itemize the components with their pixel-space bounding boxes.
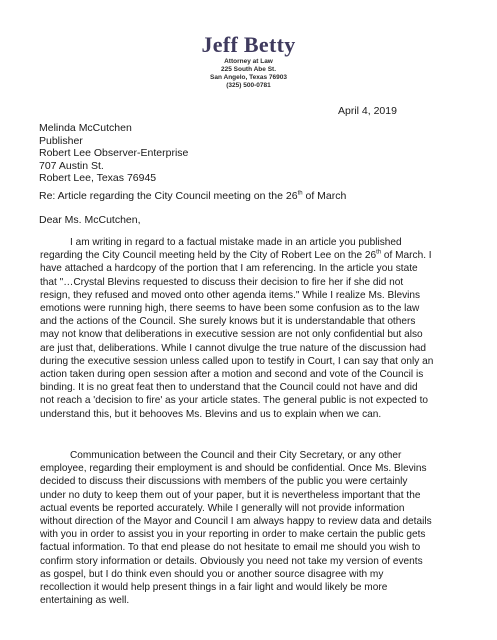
paragraph-line: employee, regarding their employment is and should be confidential. Once Ms. Blevins bbox=[40, 463, 427, 475]
paragraph-line: have attached a hardcopy of the portion that I am referencing. In the article you state bbox=[40, 263, 418, 275]
paragraph-line: actual events be reported accurately. While I generally will not provide information bbox=[40, 502, 405, 514]
paragraph-line: action taken during open session after a motion and second and vote of the Council is bbox=[40, 369, 424, 381]
paragraph-line: recollection it would help present things in a fair light and would likely be more bbox=[40, 582, 388, 594]
letterhead-city: San Angelo, Texas 76903 bbox=[210, 74, 287, 81]
paragraph-line: emotions were running high, there seems to have been some confusion as to the law bbox=[40, 303, 420, 315]
paragraph-line-sup: th bbox=[376, 249, 382, 256]
recipient-company: Robert Lee Observer-Enterprise bbox=[39, 147, 189, 159]
paragraph-line: as gospel, but I do think even should you or another source disagree with my bbox=[40, 568, 384, 580]
paragraph-line: decided to discuss their discussions with members of the public you were certainly bbox=[40, 476, 408, 488]
subject-sup: th bbox=[297, 190, 303, 197]
letter-date: April 4, 2019 bbox=[338, 105, 397, 117]
paragraph-line: I am writing in regard to a factual mistake made in an article you published bbox=[70, 237, 402, 248]
paragraph-line: are just that, deliberations. While I cannot divulge the true nature of the discussion had bbox=[40, 342, 427, 354]
recipient-city: Robert Lee, Texas 76945 bbox=[39, 172, 157, 184]
paragraph-2 bbox=[40, 449, 452, 607]
paragraph-line: under no duty to keep them out of your paper, but it is nevertheless important that the bbox=[40, 489, 421, 501]
paragraph-line: Communication between the Council and their City Secretary, or any other bbox=[70, 450, 402, 461]
paragraph-line: factual information. To that end please do not hesitate to email me should you wish to bbox=[40, 542, 421, 554]
letterhead-street: 225 South Abe St. bbox=[220, 66, 277, 73]
recipient-street: 707 Austin St. bbox=[39, 159, 104, 172]
paragraph-line: not reach a 'decision to fire' as your article states. The general public is not expected to bbox=[40, 395, 429, 407]
letterhead-name: Jeff Betty bbox=[201, 32, 296, 57]
paragraph-line-prefix: regarding the City Council meeting held by the City of Robert Lee on the 26 bbox=[40, 250, 377, 262]
paragraph-line-suffix: of March. I bbox=[381, 250, 432, 262]
paragraph-line: binding. It is no great feat then to understand that the Council could not have and did bbox=[40, 382, 418, 394]
paragraph-line: confirm story information or details. Obviously you need not take my version of events bbox=[40, 555, 423, 567]
paragraph-line: resign, they refused and moved onto other agenda items." While I realize Ms. Blevins bbox=[40, 289, 421, 301]
recipient-position: Publisher bbox=[39, 134, 83, 147]
subject-prefix: Re: Article regarding the City Council meeting on the 26 bbox=[39, 190, 298, 202]
paragraph-line: with you in order to assist you in your reporting in order to make certain the public gets bbox=[40, 529, 426, 541]
letterhead-title: Attorney at Law bbox=[224, 58, 273, 65]
letterhead-phone: (325) 500-0781 bbox=[226, 82, 271, 89]
paragraph-line bbox=[40, 249, 452, 262]
paragraph-line: during the executive session unless called upon to testify in Court, I can say that only an bbox=[40, 355, 434, 367]
paragraph-line: entertaining as well. bbox=[40, 595, 130, 607]
subject-line bbox=[39, 190, 346, 202]
salutation: Dear Ms. McCutchen, bbox=[39, 214, 141, 226]
recipient-name: Melinda McCutchen bbox=[39, 122, 132, 134]
recipient-block bbox=[39, 122, 188, 185]
paragraph-line: may not know that deliberations in executive session are not only confidential but also bbox=[40, 329, 423, 341]
paragraph-line: understand this, but it behooves Ms. Blevins and us to explain when we can. bbox=[40, 408, 382, 420]
subject-suffix: of March bbox=[302, 190, 347, 202]
paragraph-line: and the actions of the Council. She surely knows but it is understandable that others bbox=[40, 316, 416, 328]
paragraph-1 bbox=[40, 236, 452, 421]
paragraph-line: without direction of the Mayor and Council I am always happy to review data and details bbox=[40, 516, 432, 528]
paragraph-line: that "…Crystal Blevins requested to discuss their decision to fire her if she did not bbox=[40, 276, 404, 288]
